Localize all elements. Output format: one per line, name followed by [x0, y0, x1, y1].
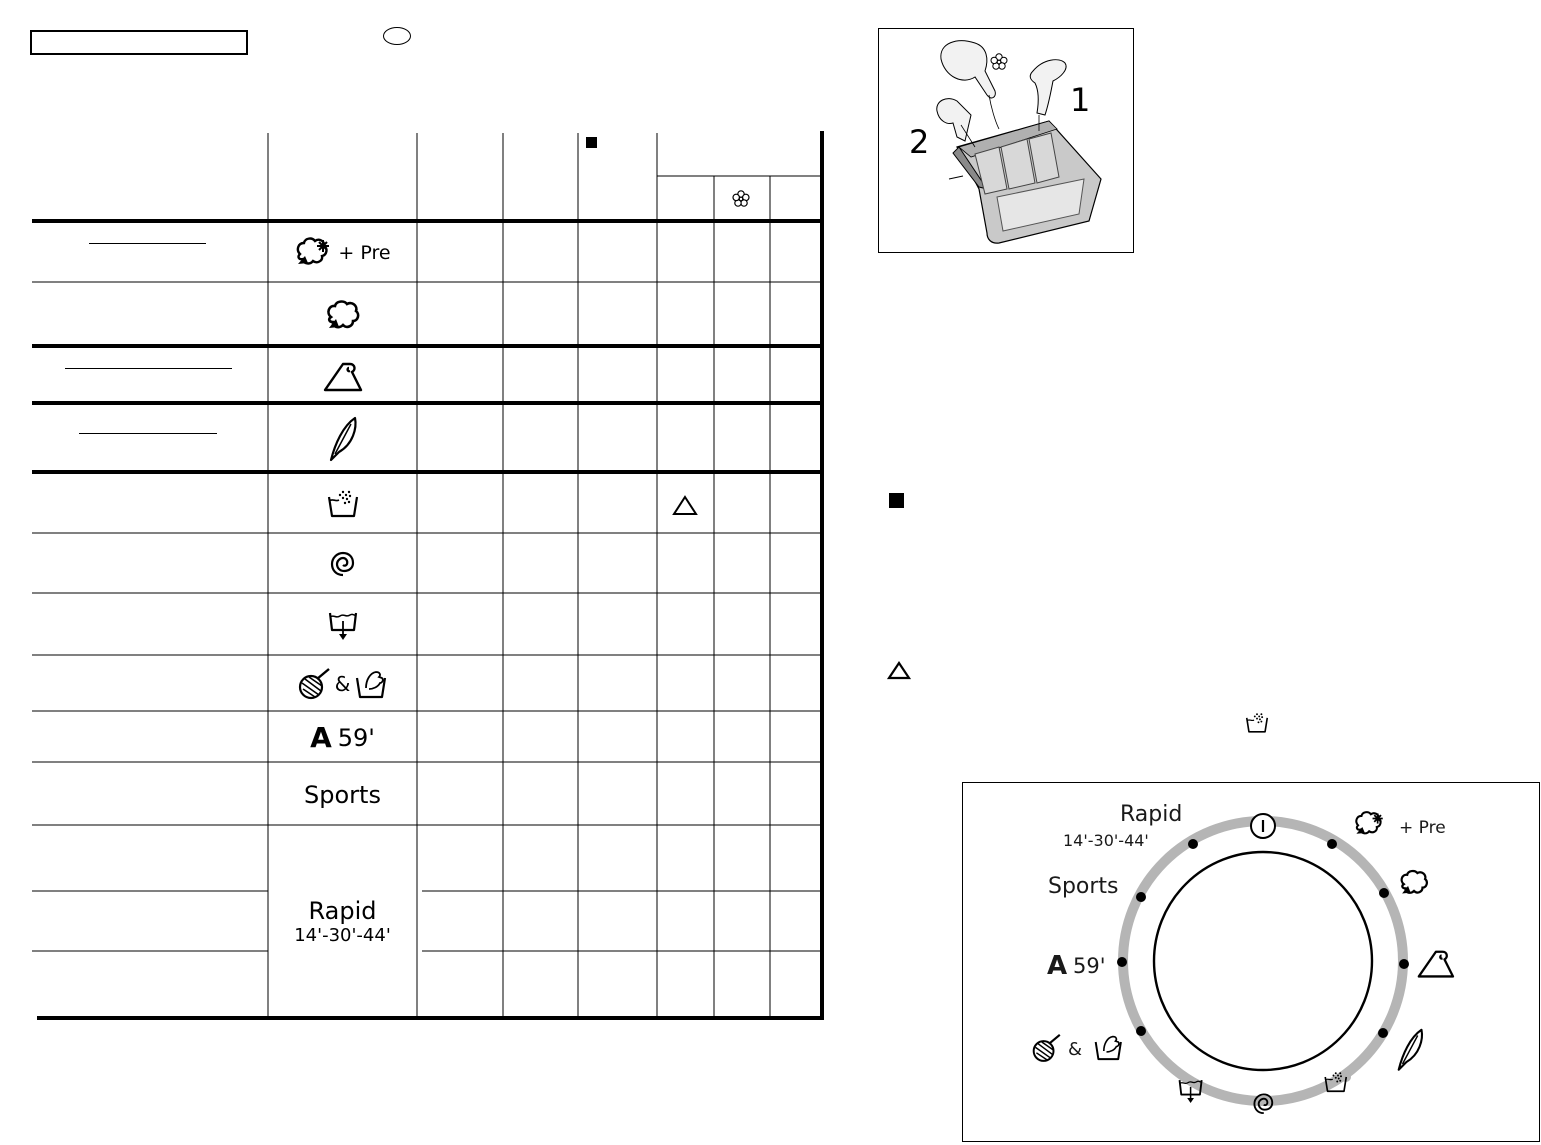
symbol-rapid — [268, 827, 417, 1016]
dial-sports-label: Sports — [1048, 874, 1119, 899]
a59-letter: A — [310, 721, 332, 754]
symbol-drain — [268, 595, 417, 655]
handwash-icon — [354, 668, 388, 700]
prewash-suffix: + Pre — [338, 241, 391, 264]
sports-label: Sports — [304, 780, 381, 809]
flower-icon — [991, 54, 1007, 69]
wool-connector: & — [334, 672, 351, 696]
symbol-delicate — [268, 405, 417, 472]
triangle-icon — [674, 497, 696, 514]
a59-time: 59' — [337, 723, 375, 752]
flower-icon — [733, 191, 749, 206]
dial-knob — [1154, 852, 1372, 1070]
symbol-a59 — [268, 713, 417, 762]
rapid-times: 14'-30'-44' — [294, 924, 391, 946]
symbol-sports — [268, 764, 417, 825]
compartment-label-1: 1 — [1070, 81, 1091, 119]
cotton-icon — [1402, 871, 1427, 893]
dial-a59-letter: A — [1047, 951, 1068, 981]
dial-wool-connector: & — [1068, 1039, 1083, 1060]
cotton-icon — [323, 298, 363, 332]
rinse-icon — [1244, 712, 1270, 734]
cotton-prewash-icon — [294, 236, 334, 270]
symbol-wool-handwash — [268, 657, 417, 711]
dial-a59-time: 59' — [1073, 954, 1106, 978]
spin-icon — [328, 549, 358, 579]
drain-icon — [327, 607, 359, 643]
symbol-synthetic — [268, 348, 417, 403]
symbol-cotton-prewash — [268, 223, 417, 282]
prewash-square-icon — [586, 137, 597, 148]
detergent-dispenser-illustration — [878, 28, 1134, 253]
triangle-icon — [886, 660, 912, 682]
rinse-icon — [326, 489, 360, 519]
programme-name-underline — [65, 368, 232, 369]
power-off-icon — [1251, 814, 1275, 838]
wool-icon — [1034, 1035, 1060, 1061]
wool-icon — [297, 667, 331, 701]
handwash-icon — [1096, 1037, 1121, 1060]
square-icon — [889, 493, 904, 508]
symbol-cotton — [268, 284, 417, 346]
dial-rapid-label: Rapid — [1120, 802, 1183, 827]
delicate-feather-icon — [325, 414, 361, 464]
symbol-spin — [268, 535, 417, 593]
synthetic-icon — [321, 359, 365, 393]
dial-rapid-times: 14'-30'-44' — [1063, 831, 1149, 850]
programme-name-underline — [89, 243, 206, 244]
dial-prewash-suffix: + Pre — [1399, 818, 1446, 838]
cotton-prewash-icon — [1356, 812, 1382, 834]
synthetic-icon — [1419, 952, 1453, 977]
delicate-feather-icon — [1399, 1030, 1422, 1070]
programme-name-underline — [79, 433, 217, 434]
rapid-label: Rapid — [308, 896, 377, 925]
symbol-rinse — [268, 474, 417, 533]
programme-dial-panel — [962, 782, 1540, 1142]
compartment-label-2: 2 — [909, 123, 930, 161]
